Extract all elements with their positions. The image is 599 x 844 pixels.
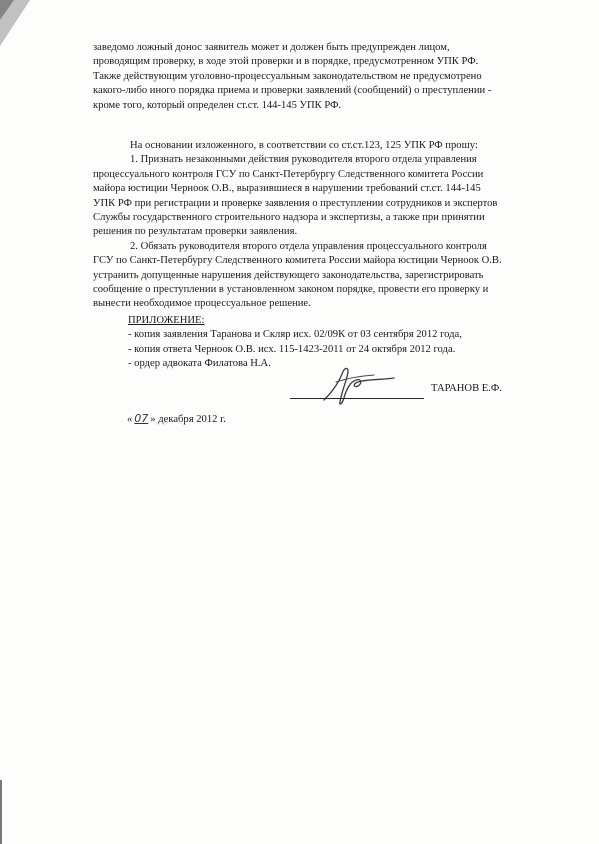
attachment-item: - копия ответа Черноок О.В. исх. 115-1423-2011 от 24 октября 2012 года. [128, 343, 456, 355]
text-line: Также действующим уголовно-процессуальным законодательством не предусмотрено [93, 70, 482, 82]
attachment-item: - ордер адвоката Филатова Н.А. [128, 358, 271, 370]
text-line: какого-либо иного порядка приема и проверки заявлений (сообщений) о преступлении - [93, 85, 492, 97]
text-line: заведомо ложный донос заявитель может и должен быть предупрежден лицом, [93, 42, 450, 53]
attachments-title: ПРИЛОЖЕНИЕ: [128, 315, 205, 326]
signature-line [290, 398, 424, 399]
request-1-line: 1. Признать незаконными действия руководителя второго отдела управления [130, 154, 477, 166]
request-2-line: ГСУ по Санкт-Петербургу Следственного комитета России майора юстиции Черноок О.В. [93, 255, 502, 267]
paragraph-false-report [93, 41, 563, 113]
date-day: 07 [134, 412, 149, 425]
request-1-line: решения по результатам проверки заявления. [93, 226, 298, 238]
request-2-line: 2. Обязать руководителя второго отдела управления процессуального контроля [130, 240, 487, 252]
attachments-list [128, 314, 462, 372]
document-date [127, 412, 226, 425]
date-open-quote: « [127, 414, 133, 425]
request-1-line: процессуального контроля ГСУ по Санкт-Петербургу Следственного комитета России [93, 168, 484, 180]
request-1-line: Службы государственного строительного надзора и экспертизы, а также при принятии [93, 212, 485, 224]
attachment-item: - копия заявления Таранова и Скляр исх. 02/09К от 03 сентября 2012 года, [128, 329, 462, 341]
date-month-year: » декабря 2012 г. [150, 414, 226, 425]
text-line: проводящим проверку, в ходе этой проверки и в порядке, предусмотренном УПК РФ. [93, 56, 479, 68]
signatory-name: ТАРАНОВ Е.Ф. [431, 383, 502, 394]
request-1-line: УПК РФ при регистрации и проверке заявления о преступлении сотрудников и экспертов [93, 197, 498, 209]
request-lead: На основании изложенного, в соответствии со ст.ст.123, 125 УПК РФ прошу: [130, 140, 478, 151]
page-corner-shadow [0, 0, 14, 20]
request-2-line: устранить допущенные нарушения действующего законодательства, зарегистрировать [93, 269, 484, 281]
requests-section [93, 139, 563, 312]
request-1-line: майора юстиции Черноок О.В., выразившиеся в нарушении требований ст.ст. 144-145 [93, 183, 481, 195]
scan-edge-mark [0, 780, 2, 844]
text-line: кроме того, который определен ст.ст. 144-145 УПК РФ. [93, 99, 342, 111]
request-2-line: вынести необходимое процессуальное решение. [93, 298, 311, 310]
handwritten-signature [318, 362, 398, 408]
request-2-line: сообщение о преступлении в установленном законом порядке, провести его проверку и [93, 284, 489, 296]
